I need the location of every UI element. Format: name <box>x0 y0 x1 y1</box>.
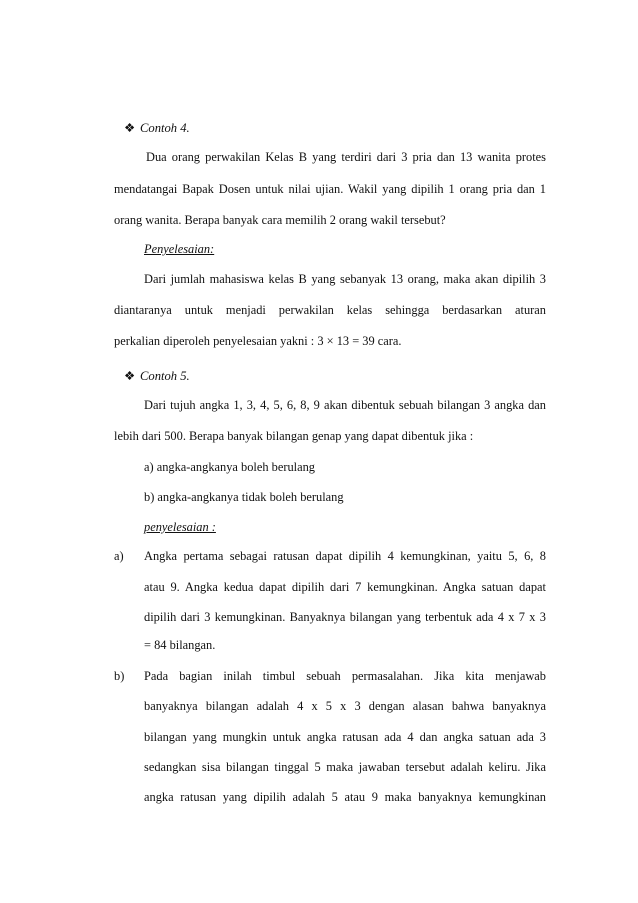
paragraph-line: Dua orang perwakilan Kelas B yang terdiri dari 3 pria dan 13 wanita protes <box>146 150 546 164</box>
answer-a-marker: a) <box>114 549 124 563</box>
answer-line: Angka pertama sebagai ratusan dapat dipilih 4 kemungkinan, yaitu 5, 6, 8 <box>144 549 546 563</box>
option-item: b) angka-angkanya tidak boleh berulang <box>144 490 344 504</box>
paragraph-line: orang wanita. Berapa banyak cara memilih 2 orang wakil tersebut? <box>114 213 446 227</box>
contoh4-heading <box>124 120 190 136</box>
answer-line: dipilih dari 3 kemungkinan. Banyaknya bilangan yang terbentuk ada 4 x 7 x 3 <box>144 610 546 624</box>
diamond-bullet-icon: ❖ <box>124 369 136 383</box>
answer-line: angka ratusan yang dipilih adalah 5 atau 9 maka banyaknya kemungkinan <box>144 790 546 804</box>
answer-line: sedangkan sisa bilangan tinggal 5 maka jawaban tersebut adalah keliru. Jika <box>144 760 546 774</box>
answer-line: = 84 bilangan. <box>144 638 216 652</box>
answer-line: Pada bagian inilah timbul sebuah permasalahan. Jika kita menjawab <box>144 669 546 683</box>
diamond-bullet-icon: ❖ <box>124 121 136 135</box>
answer-line: bilangan yang mungkin untuk angka ratusan ada 4 dan angka satuan ada 3 <box>144 730 546 744</box>
contoh5-title: Contoh 5. <box>140 369 190 383</box>
paragraph-line: mendatangai Bapak Dosen untuk nilai ujian. Wakil yang dipilih 1 orang pria dan 1 <box>114 182 546 196</box>
solution-label: penyelesaian : <box>144 520 216 534</box>
paragraph-line: perkalian diperoleh penyelesaian yakni : 3 × 13 = 39 cara. <box>114 334 402 348</box>
contoh4-title: Contoh 4. <box>140 121 190 135</box>
paragraph-line: Dari tujuh angka 1, 3, 4, 5, 6, 8, 9 akan dibentuk sebuah bilangan 3 angka dan <box>144 398 546 412</box>
answer-b-marker: b) <box>114 669 125 683</box>
answer-line: banyaknya bilangan adalah 4 x 5 x 3 dengan alasan bahwa banyaknya <box>144 699 546 713</box>
paragraph-line: diantaranya untuk menjadi perwakilan kelas sehingga berdasarkan aturan <box>114 303 546 317</box>
contoh5-heading <box>124 368 190 384</box>
paragraph-line: Dari jumlah mahasiswa kelas B yang sebanyak 13 orang, maka akan dipilih 3 <box>144 272 546 286</box>
answer-line: atau 9. Angka kedua dapat dipilih dari 7 kemungkinan. Angka satuan dapat <box>144 580 546 594</box>
option-item: a) angka-angkanya boleh berulang <box>144 460 315 474</box>
solution-label: Penyelesaian: <box>144 242 215 256</box>
paragraph-line: lebih dari 500. Berapa banyak bilangan genap yang dapat dibentuk jika : <box>114 429 474 443</box>
